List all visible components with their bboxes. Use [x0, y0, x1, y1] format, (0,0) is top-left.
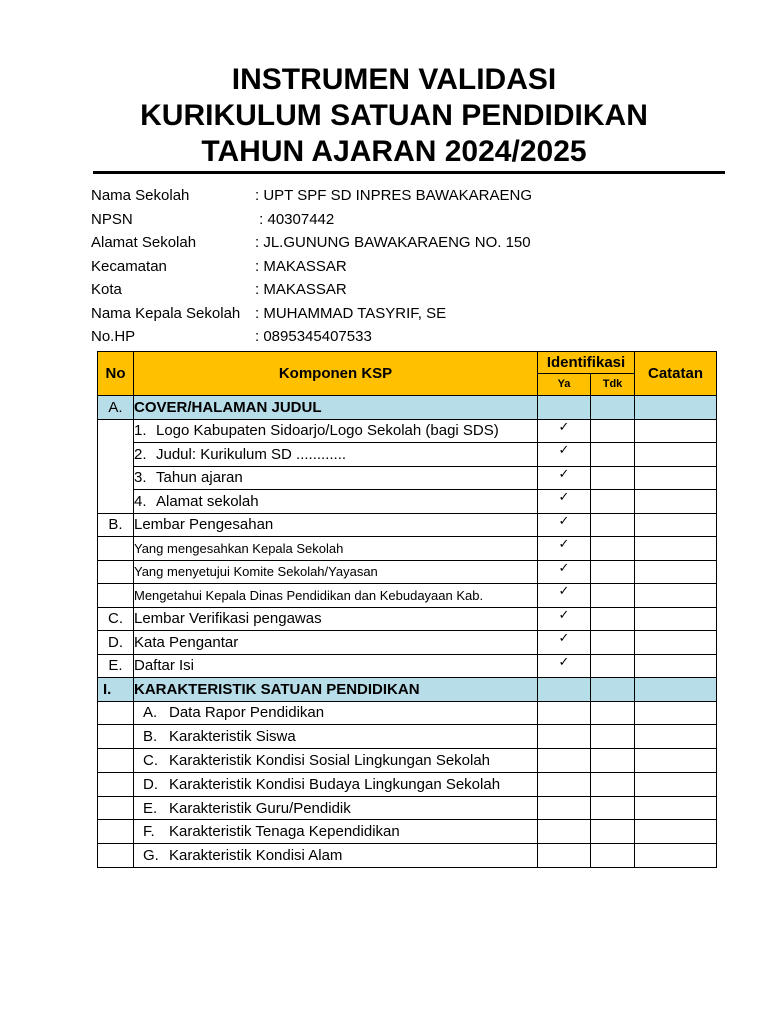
check-icon: ✓ — [558, 630, 570, 645]
info-value: : 40307442 — [255, 210, 335, 228]
title-line-3: TAHUN AJARAN 2024/2025 — [201, 135, 587, 168]
table-row — [98, 844, 717, 868]
row-number-empty — [98, 419, 134, 513]
tdk-cell[interactable] — [591, 654, 635, 678]
item-number: B. — [143, 728, 158, 746]
ya-cell[interactable] — [538, 820, 591, 844]
tdk-cell[interactable] — [591, 607, 635, 631]
catatan-cell[interactable] — [635, 701, 717, 725]
item-number: F. — [143, 823, 155, 841]
section-title: KARAKTERISTIK SATUAN PENDIDIKAN — [134, 678, 538, 702]
info-value: : MAKASSAR — [255, 257, 347, 275]
info-label: Alamat Sekolah — [91, 234, 197, 251]
table-row — [98, 654, 717, 678]
catatan-cell[interactable] — [635, 560, 717, 584]
info-value: : MAKASSAR — [255, 281, 347, 298]
tdk-cell[interactable] — [591, 396, 635, 420]
row-number: C. — [98, 607, 134, 631]
catatan-cell[interactable] — [635, 749, 717, 773]
ya-cell[interactable] — [538, 560, 591, 584]
catatan-cell[interactable] — [635, 513, 717, 537]
item-number: G. — [143, 847, 159, 865]
item-number: D. — [143, 775, 158, 793]
header-komponen: Komponen KSP — [134, 352, 538, 396]
check-icon: ✓ — [558, 442, 570, 457]
info-value: : JL.GUNUNG BAWAKARAENG NO. 150 — [255, 234, 531, 251]
item-label: Yang menyetujui Komite Sekolah/Yayasan — [134, 560, 538, 584]
info-row-npsn — [91, 208, 731, 232]
table-row — [98, 584, 717, 608]
table-row — [98, 749, 717, 773]
ksp-validation-table — [97, 351, 717, 868]
item-label: Karakteristik Kondisi Alam — [169, 847, 343, 865]
item-label: Lembar Pengesahan — [134, 513, 538, 537]
info-row-principal — [91, 302, 731, 326]
table-row — [98, 607, 717, 631]
item-label: Karakteristik Kondisi Budaya Lingkungan Sekolah — [169, 775, 501, 793]
header-identifikasi: Identifikasi — [538, 352, 635, 374]
section-row-cover — [98, 396, 717, 420]
item-label: Karakteristik Guru/Pendidik — [169, 799, 351, 817]
ya-cell[interactable] — [538, 607, 591, 631]
table-row — [98, 725, 717, 749]
info-row-school-name — [91, 184, 731, 208]
tdk-cell[interactable] — [591, 560, 635, 584]
check-icon: ✓ — [558, 560, 570, 575]
table-row — [98, 820, 717, 844]
item-label: Karakteristik Kondisi Sosial Lingkungan Sekolah — [169, 751, 491, 769]
info-row-phone — [91, 325, 731, 349]
catatan-cell[interactable] — [635, 654, 717, 678]
check-icon: ✓ — [558, 466, 570, 481]
row-number: E. — [98, 654, 134, 678]
ya-cell[interactable] — [538, 725, 591, 749]
tdk-cell[interactable] — [591, 513, 635, 537]
catatan-cell[interactable] — [635, 772, 717, 796]
catatan-cell[interactable] — [635, 490, 717, 514]
row-number-empty — [98, 584, 134, 608]
check-icon: ✓ — [558, 654, 570, 669]
catatan-cell[interactable] — [635, 419, 717, 443]
tdk-cell[interactable] — [591, 466, 635, 490]
row-number: D. — [98, 631, 134, 655]
item-number: E. — [143, 799, 158, 817]
row-number: I. — [98, 678, 134, 702]
ya-cell[interactable] — [538, 796, 591, 820]
row-number: A. — [98, 396, 134, 420]
header-tdk: Tdk — [591, 374, 635, 396]
info-label: No.HP — [91, 328, 136, 345]
ya-cell[interactable] — [538, 466, 591, 490]
info-value: : 0895345407533 — [255, 328, 372, 345]
info-label: NPSN — [91, 210, 133, 228]
tdk-cell[interactable] — [591, 725, 635, 749]
item-label: Daftar Isi — [134, 654, 538, 678]
tdk-cell[interactable] — [591, 844, 635, 868]
tdk-cell[interactable] — [591, 749, 635, 773]
section-row-karakteristik — [98, 678, 717, 702]
tdk-cell[interactable] — [591, 772, 635, 796]
row-number-empty — [98, 796, 134, 820]
tdk-cell[interactable] — [591, 820, 635, 844]
item-number: C. — [143, 751, 158, 769]
ya-cell[interactable] — [538, 749, 591, 773]
table-row — [98, 419, 717, 443]
catatan-cell[interactable] — [635, 396, 717, 420]
row-number: B. — [98, 513, 134, 537]
ya-cell[interactable] — [538, 701, 591, 725]
item-label: Karakteristik Tenaga Kependidikan — [169, 823, 400, 841]
info-row-address — [91, 231, 731, 255]
tdk-cell[interactable] — [591, 796, 635, 820]
check-icon: ✓ — [558, 583, 570, 598]
document-title — [0, 62, 768, 170]
ya-cell[interactable] — [538, 654, 591, 678]
tdk-cell[interactable] — [591, 678, 635, 702]
info-value: : MUHAMMAD TASYRIF, SE — [255, 304, 447, 322]
tdk-cell[interactable] — [591, 419, 635, 443]
title-divider — [93, 171, 725, 174]
item-number: 3. — [134, 469, 147, 487]
catatan-cell[interactable] — [635, 443, 717, 467]
info-label: Nama Sekolah — [91, 187, 190, 204]
catatan-cell[interactable] — [635, 820, 717, 844]
section-title: COVER/HALAMAN JUDUL — [134, 396, 538, 420]
item-label: Lembar Verifikasi pengawas — [134, 607, 538, 631]
item-label: Karakteristik Siswa — [169, 728, 296, 746]
catatan-cell[interactable] — [635, 844, 717, 868]
item-label: Yang mengesahkan Kepala Sekolah — [134, 537, 538, 561]
item-label: Logo Kabupaten Sidoarjo/Logo Sekolah (bagi SDS) — [156, 422, 499, 440]
table-row — [98, 466, 717, 490]
table-row — [98, 772, 717, 796]
header-catatan: Catatan — [635, 352, 717, 396]
table-row — [98, 631, 717, 655]
catatan-cell[interactable] — [635, 796, 717, 820]
ya-cell[interactable] — [538, 631, 591, 655]
ya-cell[interactable] — [538, 537, 591, 561]
item-label: Alamat sekolah — [156, 492, 259, 510]
tdk-cell[interactable] — [591, 701, 635, 725]
table-row — [98, 796, 717, 820]
table-row — [98, 560, 717, 584]
table-row — [98, 701, 717, 725]
ya-cell[interactable] — [538, 490, 591, 514]
tdk-cell[interactable] — [591, 443, 635, 467]
ya-cell[interactable] — [538, 443, 591, 467]
title-line-2: KURIKULUM SATUAN PENDIDIKAN — [140, 99, 648, 132]
tdk-cell[interactable] — [591, 584, 635, 608]
check-icon: ✓ — [558, 489, 570, 504]
header-no: No — [98, 352, 134, 396]
ya-cell[interactable] — [538, 584, 591, 608]
catatan-cell[interactable] — [635, 584, 717, 608]
check-icon: ✓ — [558, 419, 570, 434]
item-label: Tahun ajaran — [156, 469, 243, 487]
item-label: Judul: Kurikulum SD ............ — [156, 445, 347, 463]
info-value: : UPT SPF SD INPRES BAWAKARAENG — [255, 187, 533, 204]
check-icon: ✓ — [558, 607, 570, 622]
ya-cell[interactable] — [538, 396, 591, 420]
row-number-empty — [98, 701, 134, 725]
title-line-1: INSTRUMEN VALIDASI — [231, 63, 557, 96]
check-icon: ✓ — [558, 536, 570, 551]
info-label: Kecamatan — [91, 257, 167, 275]
ya-cell[interactable] — [538, 419, 591, 443]
row-number-empty — [98, 844, 134, 868]
row-number-empty — [98, 560, 134, 584]
ya-cell[interactable] — [538, 678, 591, 702]
table-row — [98, 443, 717, 467]
catatan-cell[interactable] — [635, 466, 717, 490]
row-number-empty — [98, 820, 134, 844]
ya-cell[interactable] — [538, 772, 591, 796]
table-row — [98, 537, 717, 561]
ya-cell[interactable] — [538, 844, 591, 868]
item-number: 4. — [134, 492, 147, 510]
item-number: A. — [143, 704, 158, 722]
item-number: 1. — [134, 422, 147, 440]
info-label: Kota — [91, 281, 122, 298]
catatan-cell[interactable] — [635, 678, 717, 702]
item-label: Mengetahui Kepala Dinas Pendidikan dan Kebudayaan Kab. — [134, 584, 538, 608]
header-ya: Ya — [538, 374, 591, 396]
row-number-empty — [98, 772, 134, 796]
tdk-cell[interactable] — [591, 631, 635, 655]
row-number-empty — [98, 537, 134, 561]
catatan-cell[interactable] — [635, 631, 717, 655]
catatan-cell[interactable] — [635, 725, 717, 749]
info-label: Nama Kepala Sekolah — [91, 304, 241, 322]
tdk-cell[interactable] — [591, 537, 635, 561]
check-icon: ✓ — [558, 513, 570, 528]
info-row-city — [91, 278, 731, 302]
item-number: 2. — [134, 445, 147, 463]
item-label: Kata Pengantar — [134, 631, 538, 655]
item-label: Data Rapor Pendidikan — [169, 704, 325, 722]
school-info — [91, 184, 731, 349]
row-number-empty — [98, 749, 134, 773]
row-number-empty — [98, 725, 134, 749]
table-row — [98, 490, 717, 514]
info-row-district — [91, 255, 731, 279]
ya-cell[interactable] — [538, 513, 591, 537]
tdk-cell[interactable] — [591, 490, 635, 514]
catatan-cell[interactable] — [635, 607, 717, 631]
table-row — [98, 513, 717, 537]
catatan-cell[interactable] — [635, 537, 717, 561]
